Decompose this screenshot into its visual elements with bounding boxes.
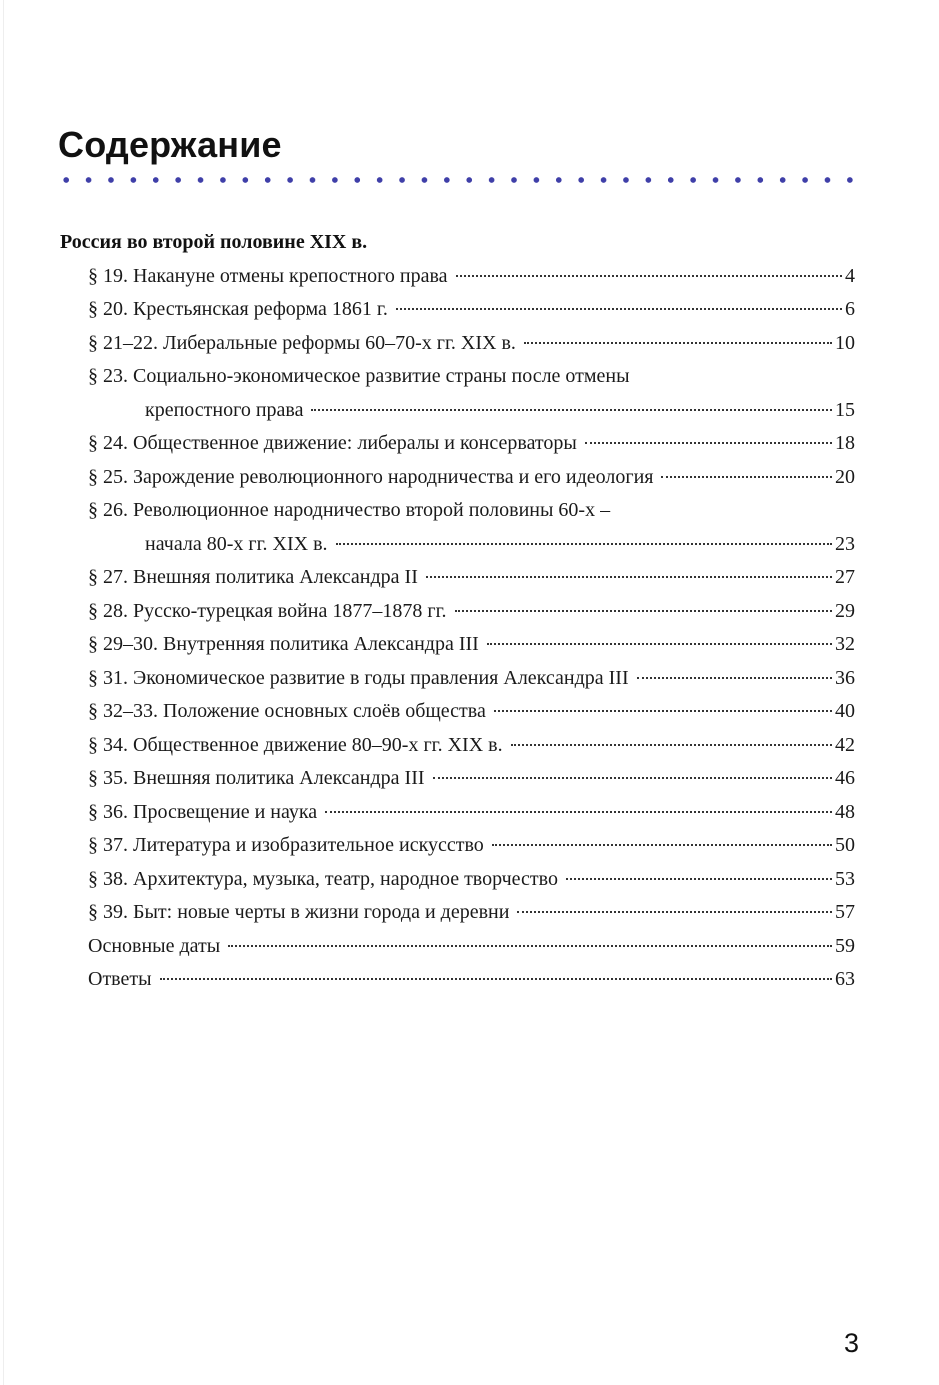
title-dotted-rule	[55, 175, 860, 185]
toc-entry-title: крепостного права	[145, 398, 304, 421]
toc-entry[interactable]	[88, 595, 855, 629]
dot-leader	[637, 677, 832, 679]
toc-entry[interactable]	[88, 829, 855, 863]
toc-entry-title: § 24. Общественное движение: либералы и консерваторы	[88, 432, 577, 454]
toc-entry-page: 18	[835, 432, 855, 454]
dot-leader	[487, 643, 832, 645]
toc-entry[interactable]	[88, 796, 855, 830]
toc-entry-page: 15	[835, 398, 855, 421]
dot-leader	[524, 342, 832, 344]
toc-entry-title: § 20. Крестьянская реформа 1861 г.	[88, 298, 388, 320]
toc-entry-page: 27	[835, 566, 855, 588]
toc-entry[interactable]	[88, 695, 855, 729]
toc-entry-title: § 26. Революционное народничество второй половины 60-х –	[88, 499, 611, 521]
dot-leader	[228, 945, 832, 947]
toc-entry-title: Ответы	[88, 968, 152, 990]
toc-entry[interactable]	[88, 494, 855, 528]
toc-entry[interactable]	[88, 260, 855, 294]
toc-entry[interactable]	[88, 896, 855, 930]
dot-leader	[336, 543, 832, 545]
toc-entry[interactable]	[88, 427, 855, 461]
toc-entry-title: § 21–22. Либеральные реформы 60–70-х гг. XIX в.	[88, 331, 516, 354]
dot-leader	[494, 710, 832, 712]
toc-entry[interactable]	[88, 327, 855, 361]
toc-entry-page: 10	[835, 331, 855, 354]
toc-entry[interactable]	[88, 461, 855, 495]
scan-edge	[3, 0, 4, 1385]
toc-entry-page: 20	[835, 465, 855, 488]
toc-entry[interactable]	[88, 729, 855, 763]
dot-leader	[511, 744, 832, 746]
dot-leader	[456, 275, 842, 277]
dot-leader	[585, 442, 832, 444]
toc-entry-page: 46	[835, 767, 855, 789]
dot-leader	[661, 476, 832, 478]
toc-entry-title: § 38. Архитектура, музыка, театр, народное творчество	[88, 867, 558, 890]
toc-entry-title: § 29–30. Внутренняя политика Александра III	[88, 633, 479, 655]
dot-leader	[517, 911, 832, 913]
dot-leader	[325, 811, 832, 813]
toc-entry-page: 29	[835, 599, 855, 622]
toc-entry-title: § 39. Быт: новые черты в жизни города и деревни	[88, 901, 510, 923]
toc-entry-title: § 37. Литература и изобразительное искусство	[88, 834, 484, 856]
toc-entry[interactable]	[88, 963, 855, 997]
toc-entry-title: начала 80-х гг. XIX в.	[145, 532, 328, 555]
dot-leader	[311, 409, 832, 411]
toc-entry-title: § 31. Экономическое развитие в годы правления Александра III	[88, 666, 629, 689]
dot-leader	[566, 878, 832, 880]
toc-entry[interactable]	[88, 628, 855, 662]
toc-entry-title: § 27. Внешняя политика Александра II	[88, 566, 418, 588]
toc-entry[interactable]	[88, 561, 855, 595]
toc-entry-page: 53	[835, 867, 855, 890]
section-title: Россия во второй половине XIX в.	[60, 231, 368, 253]
toc-entry-page: 23	[835, 532, 855, 555]
page-title: Содержание	[58, 124, 282, 165]
toc-entry-continuation[interactable]	[145, 394, 855, 428]
toc-entry-page: 36	[835, 666, 855, 689]
toc-entry-title: § 19. Накануне отмены крепостного права	[88, 264, 448, 287]
toc-entry[interactable]	[88, 930, 855, 964]
toc-entry-page: 50	[835, 834, 855, 856]
dot-leader	[433, 777, 832, 779]
dot-leader	[396, 308, 842, 310]
dot-leader	[426, 576, 832, 578]
toc-entry-title: Основные даты	[88, 934, 221, 957]
toc-entry[interactable]	[88, 662, 855, 696]
dot-leader	[160, 978, 832, 980]
toc-entry-page: 4	[845, 264, 855, 287]
toc-entry-page: 48	[835, 800, 855, 823]
toc-entry[interactable]	[88, 762, 855, 796]
toc-entry-page: 57	[835, 901, 855, 923]
dot-leader	[455, 610, 832, 612]
toc-entry[interactable]	[88, 360, 855, 394]
toc-entry-title: § 23. Социально-экономическое развитие страны после отмены	[88, 365, 630, 387]
toc-entry[interactable]	[88, 293, 855, 327]
toc-entry-page: 6	[845, 298, 855, 320]
toc-entry-title: § 34. Общественное движение 80–90-х гг. XIX в.	[88, 733, 503, 756]
toc-entry-title: § 28. Русско-турецкая война 1877–1878 гг.	[88, 599, 447, 622]
toc-entry-title: § 35. Внешняя политика Александра III	[88, 767, 425, 789]
toc-entry[interactable]	[88, 863, 855, 897]
toc-entry-title: § 25. Зарождение революционного народничества и его идеология	[88, 465, 654, 488]
toc-entry-continuation[interactable]	[145, 528, 855, 562]
toc-entry-page: 63	[835, 968, 855, 990]
toc-entry-title: § 32–33. Положение основных слоёв общества	[88, 700, 486, 722]
toc-entry-page: 42	[835, 733, 855, 756]
toc-entry-page: 40	[835, 700, 855, 722]
toc-entry-page: 59	[835, 934, 855, 957]
dot-leader	[492, 844, 832, 846]
page-number: 3	[843, 1328, 859, 1358]
toc-entry-page: 32	[835, 633, 855, 655]
toc-entry-title: § 36. Просвещение и наука	[88, 800, 318, 823]
